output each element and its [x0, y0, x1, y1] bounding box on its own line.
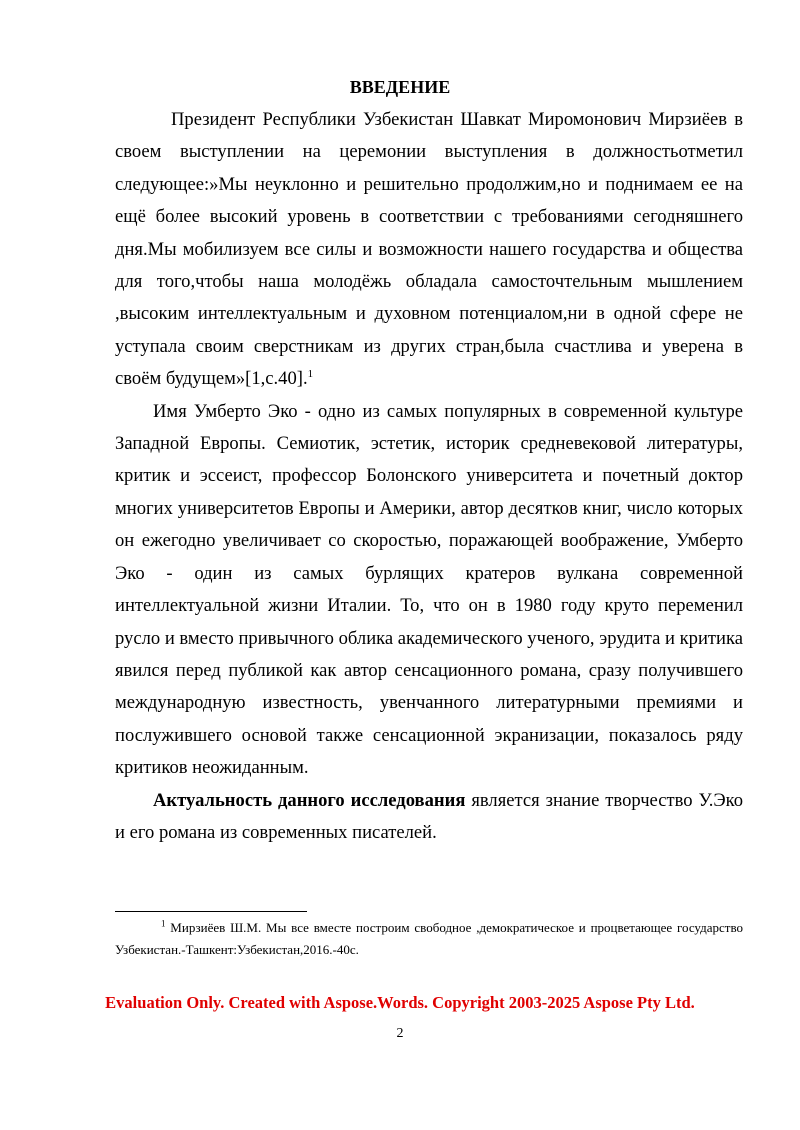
paragraph-relevance	[115, 785, 743, 850]
page-number: 2	[396, 1026, 404, 1041]
paragraph-umberto-eco	[115, 396, 743, 785]
paragraph-text: является знание творчество У.Эко и его романа из современных писателей.	[115, 789, 743, 843]
page-heading: ВВЕДЕНИЕ	[349, 77, 451, 97]
footnote-text: Мирзиёев Ш.М. Мы все вместе построим свободное ,демократическое и процветающее государство Узбекистан.-Ташкент:Узбекистан,2016.-40с.	[115, 920, 743, 957]
paragraph-text: Имя Умберто Эко - одно из самых популярных в современной культуре Западной Европы. Семиотик, эстетик, историк средневековой литературы, критик и эссеист, профессор Болонского университета и почетный доктор многих университетов Европы и Америки, автор десятков книг, число которых он ежегодно увеличивает со скоростью, поражающей воображение, Умберто Эко - один из самых бурлящих кратеров вулкана современной интеллектуальной жизни Италии. То, что он в 1980 году круто переменил русло и вместо привычного облика академического ученого, эрудита и критика явился перед публикой как автор сенсационного романа, сразу получившего международную известность, увенчанного литературными премиями и послужившего основой также сенсационной экранизации, показалось ряду критиков неожиданным.	[115, 400, 743, 779]
paragraph-president-quote	[115, 104, 743, 396]
footnote-number: 1	[161, 918, 166, 929]
body-text	[115, 104, 743, 849]
paragraph-bold-lead: Актуальность данного исследования	[153, 789, 466, 811]
footnote-separator	[115, 911, 307, 912]
footnote-reference[interactable]: 1	[307, 368, 314, 381]
evaluation-watermark: Evaluation Only. Created with Aspose.Words. Copyright 2003-2025 Aspose Pty Ltd.	[105, 993, 695, 1012]
footnote	[115, 917, 743, 961]
paragraph-text: Президент Республики Узбекистан Шавкат Миромонович Мирзиёев в своем выступлении на церемонии выступления в должностьотметил следующее:»Мы неуклонно и решительно продолжим,но и поднимаем ее на ещё более высокий уровень в соответствии с требованиями сегодняшнего дня.Мы мобилизуем все силы и возможности нашего государства и общества для того,чтобы наша молодёжь обладала самосточтельным мышлением ,высоким интеллектуальным и духовном потенциалом,ни в одной сфере не уступала своим сверстникам из других стран,была счастлива и уверена в своём будущем»[1,с.40].	[115, 109, 743, 390]
